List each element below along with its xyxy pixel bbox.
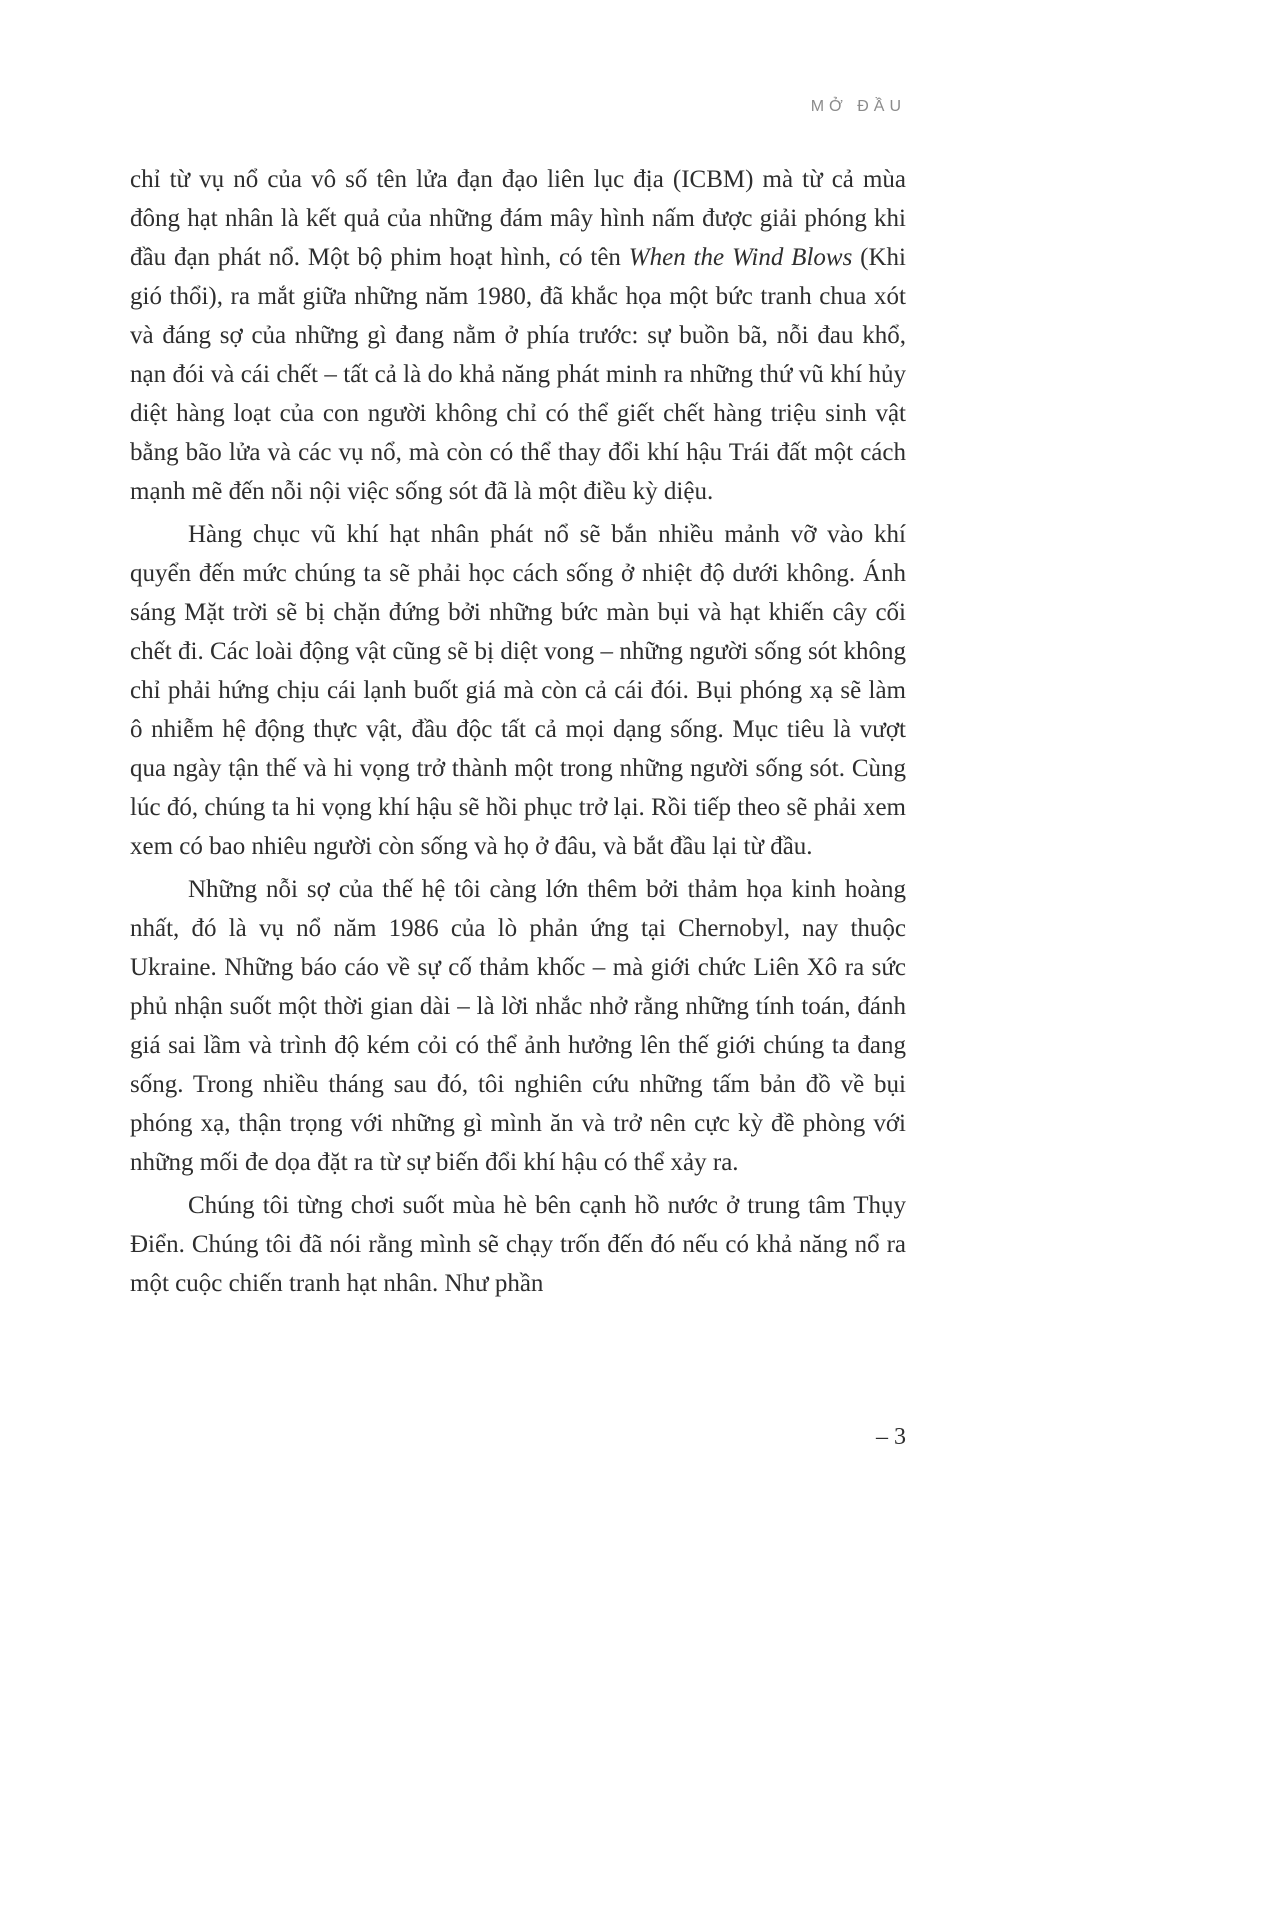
book-title-italic: When the Wind Blows	[628, 244, 853, 271]
paragraph	[130, 515, 906, 866]
page-number: – 3	[876, 1424, 906, 1450]
text-segment: (Khi gió thổi), ra mắt giữa những năm 1980, đã khắc họa một bức tranh chua xót và đáng sợ của những gì đang nằm ở phía trước: sự buồn bã, nỗi đau khổ, nạn đói và cái chết – tất cả là do khả năng phát minh ra những thứ vũ khí hủy diệt hàng loạt của con người không chỉ có thể giết chết hàng triệu sinh vật bằng bão lửa và các vụ nổ, mà còn có thể thay đổi khí hậu Trái đất một cách mạnh mẽ đến nỗi nội việc sống sót đã là một điều kỳ diệu.	[130, 244, 906, 505]
text-segment: Những nỗi sợ của thế hệ tôi càng lớn thêm bởi thảm họa kinh hoàng nhất, đó là vụ nổ năm 1986 của lò phản ứng tại Chernobyl, nay thuộc Ukraine. Những báo cáo về sự cố thảm khốc – mà giới chức Liên Xô ra sức phủ nhận suốt một thời gian dài – là lời nhắc nhở rằng những tính toán, đánh giá sai lầm và trình độ kém cỏi có thể ảnh hưởng lên thế giới chúng ta đang sống. Trong nhiều tháng sau đó, tôi nghiên cứu những tấm bản đồ về bụi phóng xạ, thận trọng với những gì mình ăn và trở nên cực kỳ đề phòng với những mối đe dọa đặt ra từ sự biến đổi khí hậu có thể xảy ra.	[130, 876, 906, 1176]
body-text	[130, 160, 906, 1307]
paragraph	[130, 160, 906, 511]
paragraph	[130, 870, 906, 1182]
text-segment: Hàng chục vũ khí hạt nhân phát nổ sẽ bắn nhiều mảnh vỡ vào khí quyển đến mức chúng ta sẽ phải học cách sống ở nhiệt độ dưới không. Ánh sáng Mặt trời sẽ bị chặn đứng bởi những bức màn bụi và hạt khiến cây cối chết đi. Các loài động vật cũng sẽ bị diệt vong – những người sống sót không chỉ phải hứng chịu cái lạnh buốt giá mà còn cả cái đói. Bụi phóng xạ sẽ làm ô nhiễm hệ động thực vật, đầu độc tất cả mọi dạng sống. Mục tiêu là vượt qua ngày tận thế và hi vọng trở thành một trong những người sống sót. Cùng lúc đó, chúng ta hi vọng khí hậu sẽ hồi phục trở lại. Rồi tiếp theo sẽ phải xem xem có bao nhiêu người còn sống và họ ở đâu, và bắt đầu lại từ đầu.	[130, 521, 906, 860]
text-segment: Chúng tôi từng chơi suốt mùa hè bên cạnh hồ nước ở trung tâm Thụy Điển. Chúng tôi đã nói rằng mình sẽ chạy trốn đến đó nếu có khả năng nổ ra một cuộc chiến tranh hạt nhân. Như phần	[130, 1192, 906, 1297]
text-segment: chỉ từ vụ nổ của vô số tên lửa đạn đạo liên lục địa (ICBM) mà từ cả mùa đông hạt nhân là kết quả của những đám mây hình nấm được giải phóng khi đầu đạn phát nổ. Một bộ phim hoạt hình, có tên	[130, 166, 906, 271]
paragraph	[130, 1186, 906, 1303]
running-header: MỞ ĐẦU	[810, 98, 906, 115]
